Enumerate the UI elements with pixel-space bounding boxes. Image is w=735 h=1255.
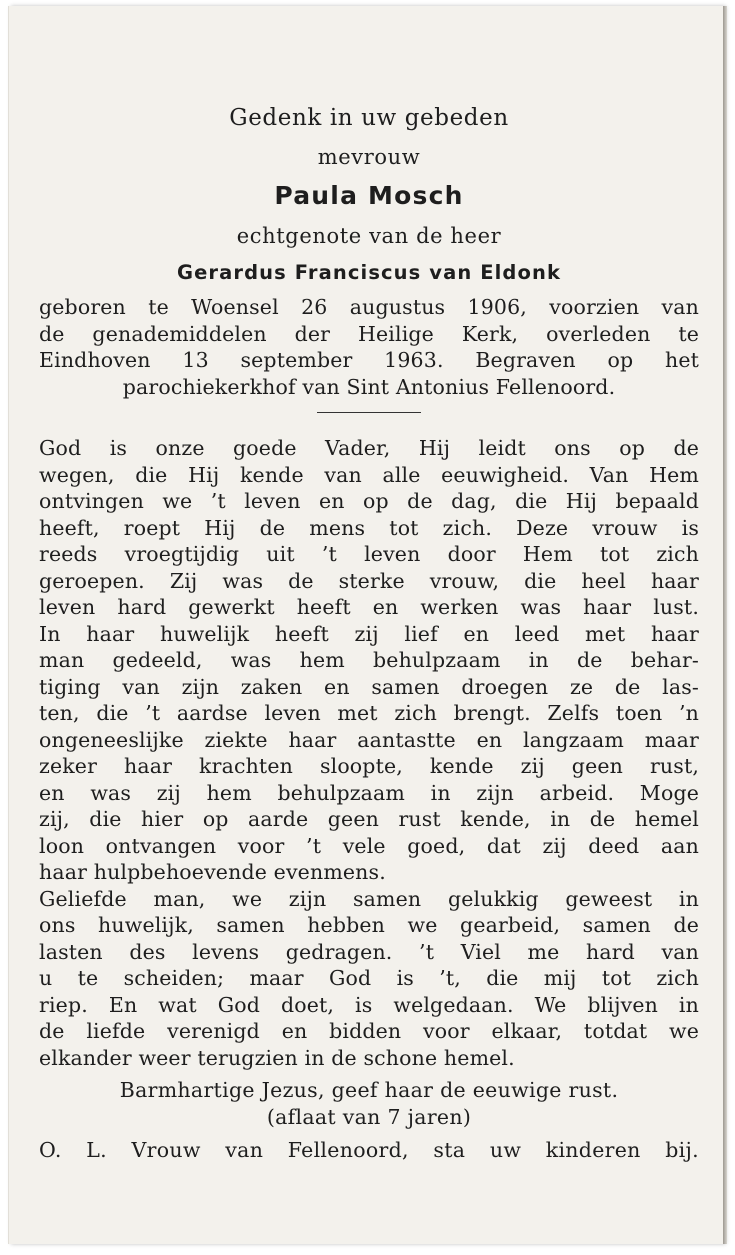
body-line: en was zij hem behulpzaam in zijn arbeid. Moge: [39, 780, 699, 805]
body-line: ten, die ’t aardse leven met zich brengt. Zelfs toen ’n: [39, 701, 699, 725]
body-line: leven hard gewerkt heeft en werken was haar lust.: [39, 595, 699, 619]
intro-line: Eindhoven 13 september 1963. Begraven op het: [39, 348, 699, 372]
body-line: ongeneeslijke ziekte haar aantastte en langzaam maar: [39, 727, 699, 752]
body-line: elkander weer terugzien in de schone hemel.: [39, 1045, 515, 1070]
prayer-request: Gedenk in uw gebeden: [229, 105, 509, 131]
body-line: lasten des levens gedragen. ’t Viel me hard van: [39, 939, 699, 964]
body-line: de liefde verenigd en bidden voor elkaar, totdat we: [39, 1019, 699, 1043]
indulgence-note: (aflaat van 7 jaren): [266, 1105, 472, 1129]
body-line: ons huwelijk, samen hebben we gearbeid, samen de: [39, 913, 699, 937]
memorial-text: [39, 435, 699, 1071]
body-line: wegen, die Hij kende van alle eeuwigheid. Van Hem: [39, 462, 699, 487]
intro-line: geboren te Woensel 26 augustus 1906, voorzien van: [39, 295, 699, 319]
spouse-relation: echtgenote van de heer: [236, 224, 502, 248]
honorific: mevrouw: [317, 145, 421, 169]
body-line: geroepen. Zij was de sterke vrouw, die heel haar: [39, 568, 699, 593]
memorial-card: [8, 6, 723, 1244]
closing-prayers: [39, 1077, 699, 1164]
body-line: Geliefde man, we zijn samen gelukkig geweest in: [39, 886, 699, 911]
body-line: u te scheiden; maar God is ’t, die mij tot zich: [39, 966, 699, 990]
body-line: man gedeeld, was hem behulpzaam in de behar-: [39, 648, 699, 672]
invocation: O. L. Vrouw van Fellenoord, sta uw kinderen bij.: [39, 1138, 699, 1162]
intro-line: parochiekerkhof van Sint Antonius Fellenoord.: [122, 374, 616, 399]
deceased-name: Paula Mosch: [274, 181, 464, 210]
body-line: reeds vroegtijdig uit ’t leven door Hem tot zich: [39, 542, 699, 566]
card-content: [39, 104, 699, 1164]
body-line: heeft, roept Hij de mens tot zich. Deze vrouw is: [39, 515, 699, 540]
body-line: zij, die hier op aarde geen rust kende, in de hemel: [39, 807, 699, 831]
intro-line: de genademiddelen der Heilige Kerk, overleden te: [39, 321, 699, 346]
closing-prayer: Barmhartige Jezus, geef haar de eeuwige rust.: [119, 1078, 619, 1102]
body-line: riep. En wat God doet, is welgedaan. We blijven in: [39, 992, 699, 1017]
divider-rule: [317, 412, 421, 413]
body-line: In haar huwelijk heeft zij lief en leed met haar: [39, 621, 699, 646]
body-line: zeker haar krachten sloopte, kende zij geen rust,: [39, 754, 699, 778]
body-line: loon ontvangen voor ’t vele goed, dat zij deed aan: [39, 833, 699, 858]
body-line: ontvingen we ’t leven en op de dag, die Hij bepaald: [39, 489, 699, 513]
body-line: God is onze goede Vader, Hij leidt ons op de: [39, 436, 699, 460]
husband-name: Gerardus Franciscus van Eldonk: [176, 261, 562, 284]
body-line: haar hulpbehoevende evenmens.: [39, 860, 386, 884]
body-line: tiging van zijn zaken en samen droegen ze de las-: [39, 674, 699, 699]
biographical-text: [39, 294, 699, 400]
